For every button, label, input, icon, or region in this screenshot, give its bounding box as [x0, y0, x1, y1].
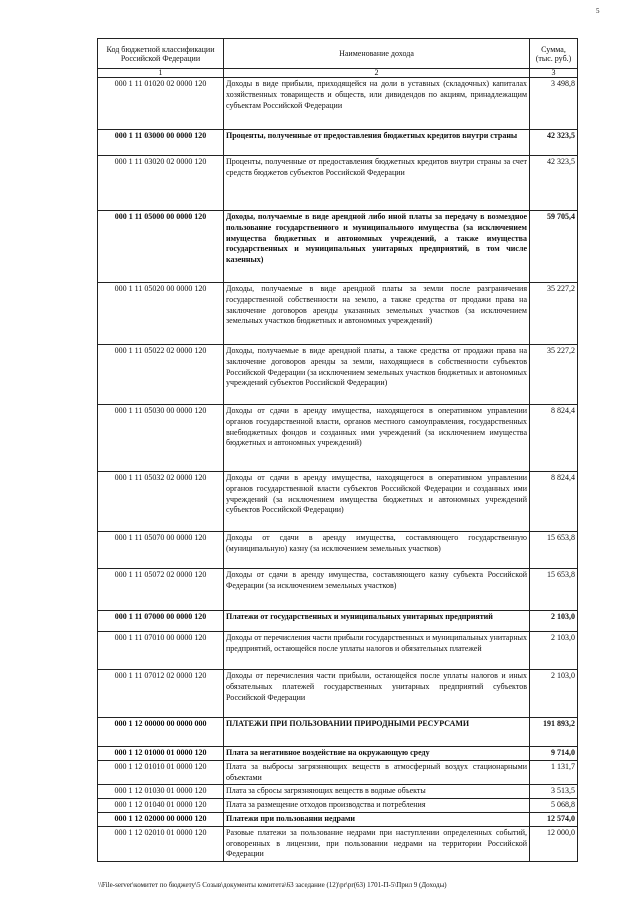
header-row	[98, 39, 578, 69]
row-name: Платежи от государственных и муниципальных унитарных предприятий	[224, 611, 530, 632]
row-sum: 2 103,0	[530, 611, 578, 632]
header-code: Код бюджетной классификации Российской Федерации	[98, 39, 224, 69]
row-name: Доходы, получаемые в виде арендной платы, а также средства от продажи права на заключение договоров аренды за земли, находящиеся в собственности субъектов Российской Федерации (за исключением земельных участков бюджетных и автономных учреждений субъектов Российской Федерации)	[224, 345, 530, 405]
row-code: 000 1 11 05072 02 0000 120	[98, 569, 224, 611]
row-name: Доходы от перечисления части прибыли государственных и муниципальных унитарных предприятий, остающейся после уплаты налогов и обязательных платежей	[224, 632, 530, 670]
row-code: 000 1 12 01030 01 0000 120	[98, 785, 224, 799]
table-row	[98, 405, 578, 472]
row-name: Доходы от сдачи в аренду имущества, находящегося в оперативном управлении органов государственной власти, органов местного самоуправления, государственных внебюджетных фондов и созданных ими учреждений (за исключением имущества бюджетных и автономных учреждений)	[224, 405, 530, 472]
row-sum: 15 653,8	[530, 569, 578, 611]
row-name: Платежи при пользовании недрами	[224, 812, 530, 826]
row-name: ПЛАТЕЖИ ПРИ ПОЛЬЗОВАНИИ ПРИРОДНЫМИ РЕСУРСАМИ	[224, 718, 530, 747]
row-sum: 8 824,4	[530, 405, 578, 472]
row-code: 000 1 11 03020 02 0000 120	[98, 156, 224, 211]
row-sum: 15 653,8	[530, 532, 578, 569]
row-name: Плата за размещение отходов производства и потребления	[224, 799, 530, 813]
table-row	[98, 799, 578, 813]
table-row	[98, 130, 578, 156]
row-code: 000 1 11 05030 00 0000 120	[98, 405, 224, 472]
table-row	[98, 156, 578, 211]
row-name: Доходы от перечисления части прибыли, остающейся после уплаты налогов и иных обязательных платежей государственных унитарных предприятий субъектов Российской Федерации	[224, 670, 530, 718]
row-sum: 12 000,0	[530, 826, 578, 861]
row-code: 000 1 12 01000 01 0000 120	[98, 747, 224, 761]
table-row	[98, 283, 578, 345]
row-name: Проценты, полученные от предоставления бюджетных кредитов внутри страны за счет средств бюджетов субъектов Российской Федерации	[224, 156, 530, 211]
row-name: Разовые платежи за пользование недрами при наступлении определенных событий, оговоренных в лицензии, при пользовании недрами на территории Российской Федерации	[224, 826, 530, 861]
table-row	[98, 747, 578, 761]
row-code: 000 1 11 07000 00 0000 120	[98, 611, 224, 632]
row-sum: 2 103,0	[530, 632, 578, 670]
row-code: 000 1 12 02000 00 0000 120	[98, 812, 224, 826]
column-number: 3	[530, 69, 578, 78]
table-row	[98, 812, 578, 826]
row-name: Доходы от сдачи в аренду имущества, составляющего казну субъекта Российской Федерации (за исключением земельных участков)	[224, 569, 530, 611]
row-sum: 59 705,4	[530, 211, 578, 283]
table-row	[98, 718, 578, 747]
row-sum: 35 227,2	[530, 283, 578, 345]
row-sum: 1 131,7	[530, 760, 578, 785]
row-sum: 2 103,0	[530, 670, 578, 718]
row-code: 000 1 11 03000 00 0000 120	[98, 130, 224, 156]
row-name: Проценты, полученные от предоставления бюджетных кредитов внутри страны	[224, 130, 530, 156]
row-sum: 3 513,5	[530, 785, 578, 799]
table-row	[98, 345, 578, 405]
table-row	[98, 532, 578, 569]
revenue-table	[97, 38, 578, 862]
row-code: 000 1 11 05020 00 0000 120	[98, 283, 224, 345]
column-number: 1	[98, 69, 224, 78]
row-name: Плата за негативное воздействие на окружающую среду	[224, 747, 530, 761]
row-sum: 3 498,8	[530, 78, 578, 130]
table-row	[98, 611, 578, 632]
row-code: 000 1 12 00000 00 0000 000	[98, 718, 224, 747]
table-row	[98, 670, 578, 718]
table-row	[98, 632, 578, 670]
row-name: Плата за сбросы загрязняющих веществ в водные объекты	[224, 785, 530, 799]
row-code: 000 1 11 05032 02 0000 120	[98, 472, 224, 532]
header-name: Наименование дохода	[224, 39, 530, 69]
row-code: 000 1 11 07012 02 0000 120	[98, 670, 224, 718]
row-sum: 35 227,2	[530, 345, 578, 405]
table-row	[98, 78, 578, 130]
table-row	[98, 211, 578, 283]
row-sum: 191 893,2	[530, 718, 578, 747]
row-name: Доходы, получаемые в виде арендной либо иной платы за передачу в возмездное пользование государственного и муниципального имущества (за исключением имущества бюджетных и автономных учреждений, а также имущества государственных и муниципальных унитарных предприятий, в том числе казенных)	[224, 211, 530, 283]
page-number: 5	[596, 7, 600, 15]
row-name: Доходы, получаемые в виде арендной платы за земли после разграничения государственной собственности на землю, а также средства от продажи права на заключение договоров аренды указанных земельных участков (за исключением земельных участков бюджетных и автономных учреждений)	[224, 283, 530, 345]
table-row	[98, 785, 578, 799]
row-sum: 12 574,0	[530, 812, 578, 826]
row-code: 000 1 11 01020 02 0000 120	[98, 78, 224, 130]
table-row	[98, 826, 578, 861]
row-code: 000 1 11 07010 00 0000 120	[98, 632, 224, 670]
column-number-row	[98, 69, 578, 78]
table-row	[98, 569, 578, 611]
row-name: Плата за выбросы загрязняющих веществ в атмосферный воздух стационарными объектами	[224, 760, 530, 785]
column-number: 2	[224, 69, 530, 78]
header-sum: Сумма, (тыс. руб.)	[530, 39, 578, 69]
row-code: 000 1 12 01040 01 0000 120	[98, 799, 224, 813]
row-sum: 42 323,5	[530, 130, 578, 156]
file-path-footer: \\File-server\комитет по бюджету\5 Созыв\документы комитета\63 заседание (12)\pr\pr(63) 1701-П-5\Прил 9 (Доходы)	[98, 881, 447, 889]
row-code: 000 1 12 01010 01 0000 120	[98, 760, 224, 785]
row-code: 000 1 11 05070 00 0000 120	[98, 532, 224, 569]
row-sum: 9 714,0	[530, 747, 578, 761]
table-row	[98, 760, 578, 785]
row-sum: 5 068,8	[530, 799, 578, 813]
row-name: Доходы в виде прибыли, приходящейся на доли в уставных (складочных) капиталах хозяйственных товариществ и обществ, или дивидендов по акциям, принадлежащим субъектам Российской Федерации	[224, 78, 530, 130]
row-sum: 42 323,5	[530, 156, 578, 211]
row-code: 000 1 11 05022 02 0000 120	[98, 345, 224, 405]
row-name: Доходы от сдачи в аренду имущества, находящегося в оперативном управлении органов государственной власти субъектов Российской Федерации и созданных ими учреждений (за исключением имущества бюджетных и автономных учреждений субъектов Российской Федерации)	[224, 472, 530, 532]
row-code: 000 1 12 02010 01 0000 120	[98, 826, 224, 861]
row-name: Доходы от сдачи в аренду имущества, составляющего государственную (муниципальную) казну (за исключением земельных участков)	[224, 532, 530, 569]
row-code: 000 1 11 05000 00 0000 120	[98, 211, 224, 283]
row-sum: 8 824,4	[530, 472, 578, 532]
table-row	[98, 472, 578, 532]
